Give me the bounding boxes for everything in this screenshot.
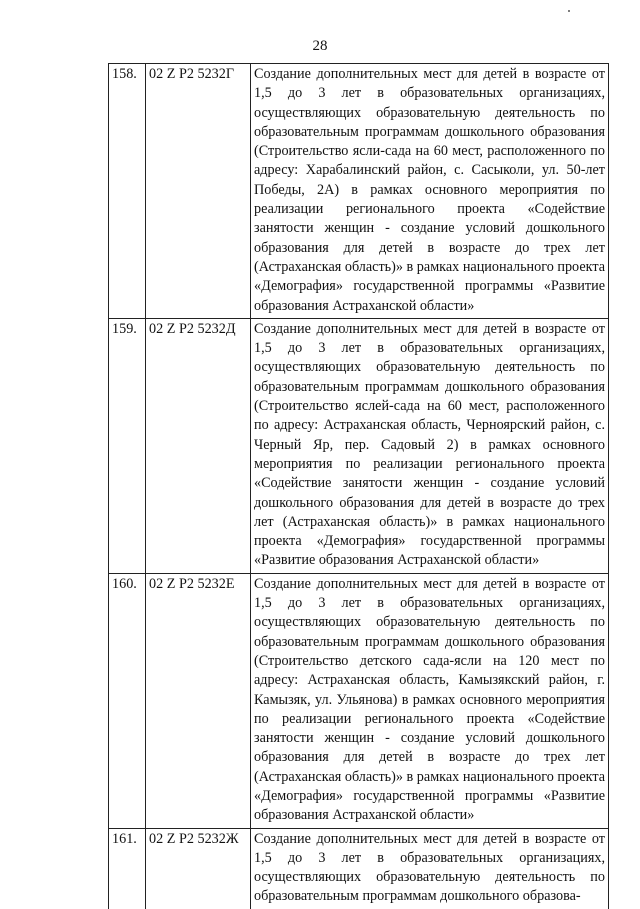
table-row: [109, 828, 609, 909]
table-row: [109, 64, 609, 319]
budget-code: 02 Z P2 5232Ж: [146, 828, 251, 909]
row-description: Создание дополнительных мест для детей в возрасте от 1,5 до 3 лет в образовательных организациях, осуществляющих образовательную деятельность по образовательным программам дошкольного образования (Строительство детского сада-ясли на 120 мест по адресу: Астраханская область, Камызякский район, г. Камызяк, ул. Ульянова) в рамках основного мероприятия по реализации регионального проекта «Содействие занятости женщин - создание условий дошкольного образования для детей в возрасте до трех лет (Астраханская область)» в рамках национального проекта «Демография» государственной программы «Развитие образования Астраханской области»: [251, 573, 609, 828]
page-number: 28: [312, 38, 328, 54]
row-description: [251, 828, 609, 909]
row-description-text: Создание дополнительных мест для детей в возрасте от 1,5 до 3 лет в образовательных организациях, осуществляющих образовательную деятельность по образовательным программам дошкольного образова-: [254, 830, 605, 905]
table-row: [109, 573, 609, 828]
budget-code: 02 Z P2 5232Е: [146, 573, 251, 828]
row-number: 160.: [109, 573, 146, 828]
row-description: Создание дополнительных мест для детей в возрасте от 1,5 до 3 лет в образовательных организациях, осуществляющих образовательную деятельность по образовательным программам дошкольного образования (Строительство ясли-сада на 60 мест, расположенного по адресу: Харабалинский район, с. Сасыколи, ул. 50-лет Победы, 2А) в рамках основного мероприятия по реализации регионального проекта «Содействие занятости женщин - создание условий дошкольного образования для детей в возрасте до трех лет (Астраханская область)» в рамках национального проекта «Демография» государственной программы «Развитие образования Астраханской области»: [251, 64, 609, 319]
row-number: 158.: [109, 64, 146, 319]
row-number: 159.: [109, 318, 146, 573]
budget-code: 02 Z P2 5232Д: [146, 318, 251, 573]
row-number: 161.: [109, 828, 146, 909]
scan-speck: [568, 10, 570, 12]
row-description: Создание дополнительных мест для детей в возрасте от 1,5 до 3 лет в образовательных организациях, осуществляющих образовательную деятельность по образовательным программам дошкольного образования (Строительство яслей-сада на 60 мест, расположенного по адресу: Астраханская область, Черноярский район, с. Черный Яр, пер. Садовый 2) в рамках основного мероприятия по реализации регионального проекта «Содействие занятости женщин - создание условий дошкольного образования для детей в возрасте до трех лет (Астраханская область)» в рамках национального проекта «Демография» государственной программы «Развитие образования Астраханской области»: [251, 318, 609, 573]
budget-code-table: [108, 63, 609, 909]
table-row: [109, 318, 609, 573]
budget-code: 02 Z P2 5232Г: [146, 64, 251, 319]
